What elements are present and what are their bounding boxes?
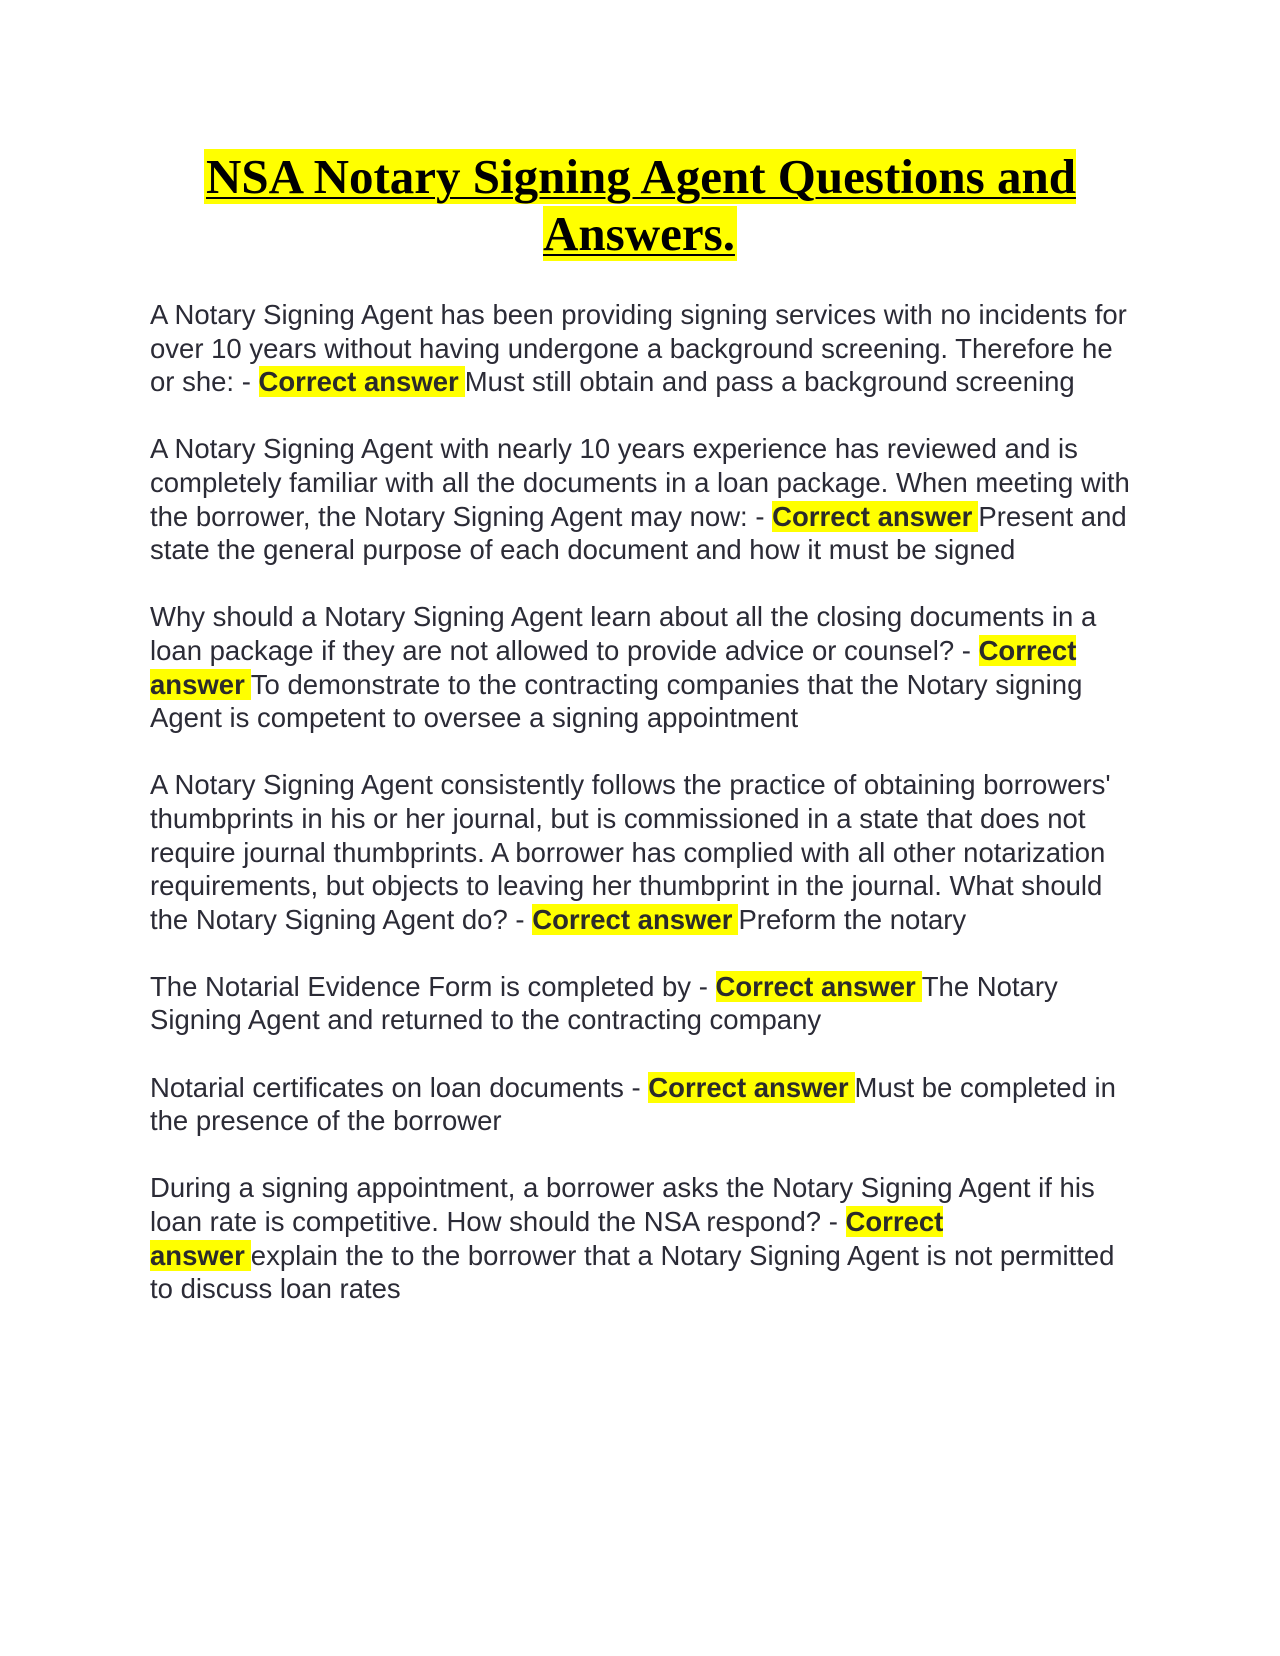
question-text: A Notary Signing Agent consistently follows the practice of obtaining borrowers' thumbprints in his or her journal, but is commissioned in a state that does not require journal thumbprints. A borrower has complied with all other notarization requirements, but objects to leaving her thumbprint in the journal. What should the Notary Signing Agent do? -: [150, 769, 1111, 935]
question-text: The Notarial Evidence Form is completed by -: [150, 970, 716, 1002]
correct-answer-tag: Correct answer: [532, 904, 738, 935]
correct-answer-tag: Correct answer: [716, 971, 922, 1002]
answer-text: The Notary Signing Agent and returned to the contracting company: [150, 970, 1058, 1036]
question-text: Notarial certificates on loan documents -: [150, 1071, 649, 1103]
question-text: During a signing appointment, a borrower asks the Notary Signing Agent if his loan rate is competitive. How should the NSA respond? -: [150, 1172, 1095, 1238]
qa-item-2: [150, 432, 1130, 566]
document-title: [150, 148, 1130, 262]
correct-answer-tag: Correct answer: [648, 1072, 854, 1103]
document-title-text: NSA Notary Signing Agent Questions and Answers.: [206, 149, 1076, 261]
correct-answer-tag: Correct answer: [150, 634, 1077, 700]
answer-text: explain the to the borrower that a Notary Signing Agent is not permitted to discuss loan rates: [150, 1239, 1115, 1305]
question-text: Why should a Notary Signing Agent learn about all the closing documents in a loan package if they are not allowed to provide advice or counsel? -: [150, 601, 1097, 666]
answer-text: Preform the notary: [738, 903, 967, 935]
answer-text: Present and state the general purpose of each document and how it must be signed: [150, 500, 1127, 566]
correct-answer-tag: Correct answer: [259, 366, 465, 397]
answer-text: To demonstrate to the contracting companies that the Notary signing Agent is competent to oversee a signing appointment: [150, 668, 1083, 734]
qa-item-1: [150, 298, 1130, 399]
answer-text: Must be completed in the presence of the borrower: [150, 1071, 1116, 1137]
document-body: [150, 298, 1130, 1339]
qa-item-6: [150, 1071, 1130, 1138]
qa-item-5: [150, 970, 1130, 1037]
qa-item-4: [150, 768, 1130, 936]
answer-text: Must still obtain and pass a background screening: [464, 366, 1075, 398]
qa-item-7: [150, 1171, 1130, 1305]
qa-item-3: [150, 600, 1130, 734]
question-text: A Notary Signing Agent has been providing signing services with no incidents for over 10 years without having undergone a background screening. Therefore he or she: -: [150, 299, 1127, 398]
correct-answer-tag: Correct answer: [772, 501, 978, 532]
correct-answer-tag: Correct answer: [150, 1206, 944, 1271]
question-text: A Notary Signing Agent with nearly 10 years experience has reviewed and is completely familiar with all the documents in a loan package. When meeting with the borrower, the Notary Signing Agent may now: -: [150, 433, 1130, 532]
